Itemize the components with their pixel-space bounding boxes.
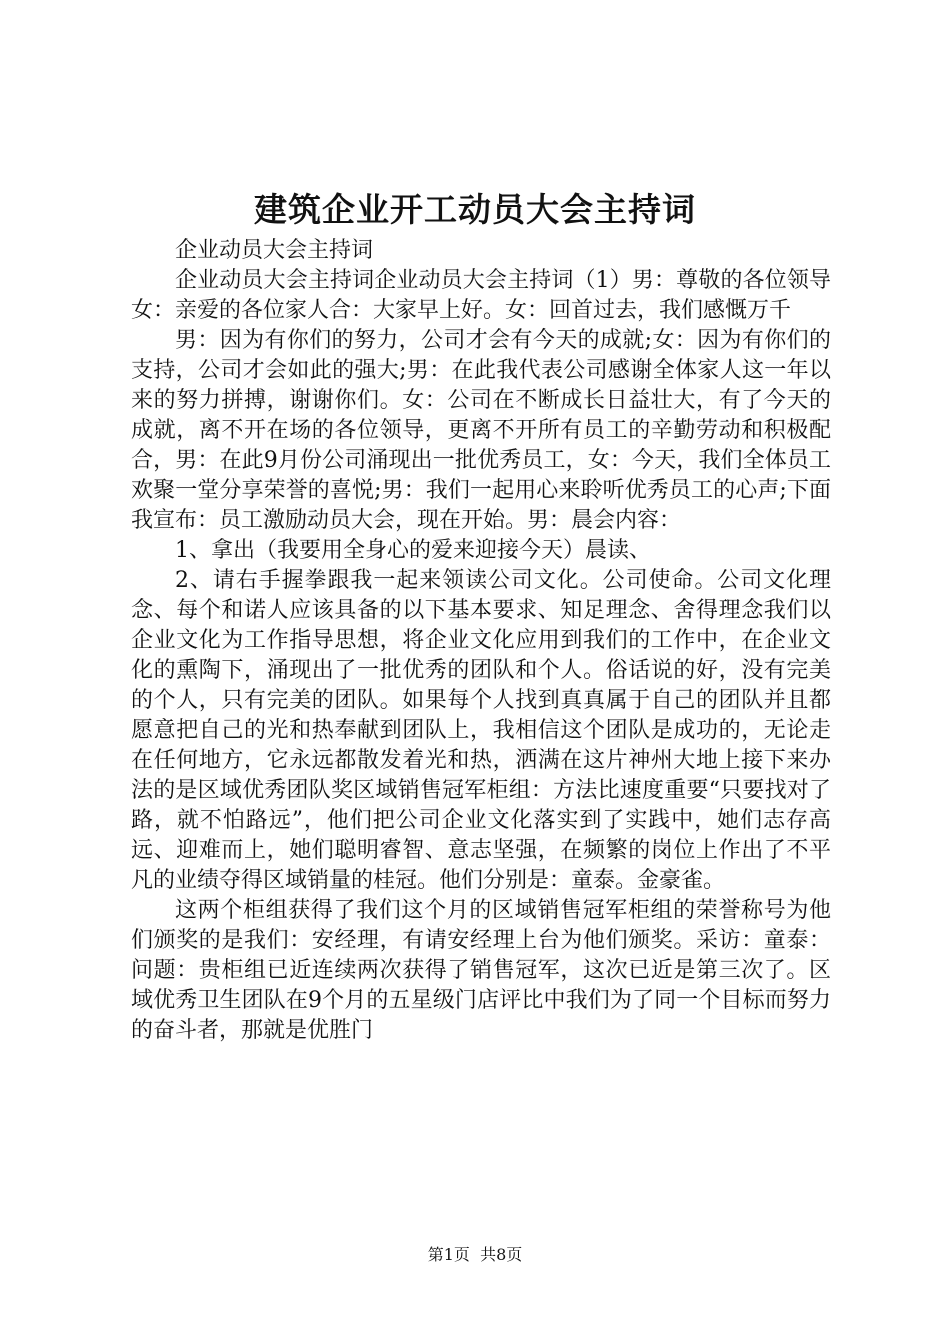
paragraph: 1、拿出（我要用全身心的爱来迎接今天）晨读、 bbox=[175, 538, 651, 563]
paragraph: 企业动员大会主持词 bbox=[175, 238, 374, 263]
page-total: 共8页 bbox=[480, 1245, 523, 1264]
document-body bbox=[131, 236, 831, 1046]
paragraph: 这两个柜组获得了我们这个月的区域销售冠军柜组的荣誉称号为他们颁奖的是我们：安经理，有请安经理上台为他们颁奖。采访：童泰：问题：贵柜组已近连续两次获得了销售冠军，这次已近是第三次了。区域优秀卫生团队在9个月的五星级门店评比中我们为了同一个目标而努力的奋斗者，那就是优胜门 bbox=[131, 898, 831, 1043]
paragraph: 2、请右手握拳跟我一起来领读公司文化。公司使命。公司文化理念、每个和诺人应该具备的以下基本要求、知足理念、舍得理念我们以企业文化为工作指导思想，将企业文化应用到我们的工作中，在企业文化的熏陶下，涌现出了一批优秀的团队和个人。俗话说的好，没有完美的个人，只有完美的团队。如果每个人找到真真属于自己的团队并且都愿意把自己的光和热奉献到团队上，我相信这个团队是成功的，无论走在任何地方，它永远都散发着光和热，洒满在这片神州大地上接下来办法的是区域优秀团队奖区域销售冠军柜组：方法比速度重要“只要找对了路，就不怕路远”，他们把公司企业文化落实到了实践中，她们志存高远、迎难而上，她们聪明睿智、意志坚强，在频繁的岗位上作出了不平凡的业绩夺得区域销量的桂冠。他们分别是：童泰。金豪雀。 bbox=[131, 568, 831, 893]
document-title: 建筑企业开工动员大会主持词 bbox=[254, 190, 696, 229]
paragraph: 男：因为有你们的努力，公司才会有今天的成就;女：因为有你们的支持，公司才会如此的强大;男：在此我代表公司感谢全体家人这一年以来的努力拼搏，谢谢你们。女：公司在不断成长日益壮大，有了今天的成就，离不开在场的各位领导，更离不开所有员工的辛勤劳动和积极配合，男：在此9月份公司涌现出一批优秀员工，女：今天，我们全体员工欢聚一堂分享荣誉的喜悦;男：我们一起用心来聆听优秀员工的心声;下面我宣布：员工激励动员大会，现在开始。男：晨会内容： bbox=[131, 328, 831, 533]
page-number: 第1页 bbox=[427, 1245, 470, 1264]
paragraph: 企业动员大会主持词企业动员大会主持词（1）男：尊敬的各位领导女：亲爱的各位家人合：大家早上好。女：回首过去，我们感慨万千 bbox=[131, 268, 831, 323]
page-footer bbox=[0, 1244, 950, 1266]
